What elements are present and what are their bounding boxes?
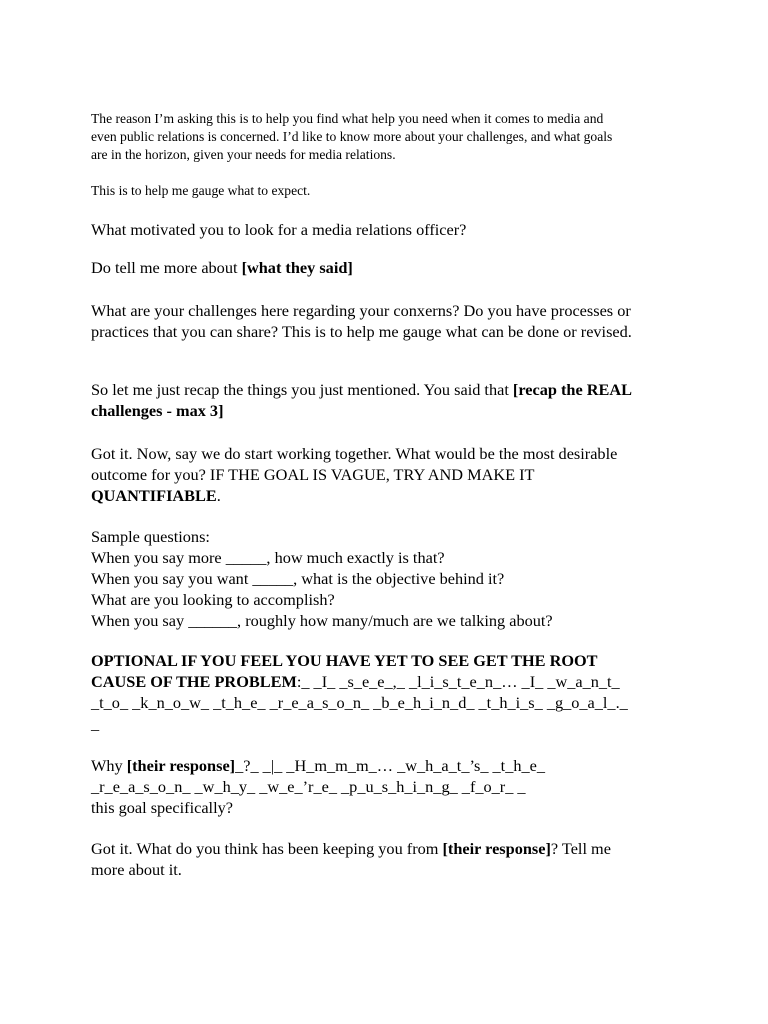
intro-line-2: even public relations is concerned. I’d like to know more about your challenges, and what goals bbox=[91, 129, 613, 144]
motivation-question: What motivated you to look for a media relations officer? bbox=[91, 220, 467, 239]
outcome-line-1: Got it. Now, say we do start working together. What would be the most desirable bbox=[91, 444, 618, 463]
sample-question-4: When you say ______, roughly how many/much are we talking about? bbox=[91, 611, 553, 630]
why-paragraph bbox=[91, 755, 691, 818]
recap-line-1 bbox=[91, 379, 691, 400]
optional-spelled-text: :_ _I_ _s_e_e_,_ _l_i_s_t_e_n_… _I_ _w_a_n_t_ bbox=[296, 672, 620, 691]
sample-question-3: What are you looking to accomplish? bbox=[91, 590, 335, 609]
optional-line-3: _t_o_ _k_n_o_w_ _t_h_e_ _r_e_a_s_o_n_ _b_e_h_i_n_d_ _t_h_i_s_ _g_o_a_l_._ bbox=[91, 693, 628, 712]
recap-text: So let me just recap the things you just mentioned. You said that bbox=[91, 380, 513, 399]
recap-line-2 bbox=[91, 400, 691, 421]
challenges-line-1: What are your challenges here regarding your conxerns? Do you have processes or bbox=[91, 301, 631, 320]
why-line-1 bbox=[91, 755, 691, 776]
optional-line-4: _ bbox=[91, 714, 100, 733]
optional-paragraph bbox=[91, 650, 691, 734]
outcome-line-2: outcome for you? IF THE GOAL IS VAGUE, TRY AND MAKE IT bbox=[91, 465, 535, 484]
why-text: Why bbox=[91, 756, 127, 775]
keeping-paragraph bbox=[91, 838, 691, 880]
why-placeholder: [their response] bbox=[126, 756, 236, 775]
sample-question-1: When you say more _____, how much exactly is that? bbox=[91, 548, 445, 567]
outcome-line-3 bbox=[91, 485, 691, 506]
outcome-paragraph bbox=[91, 443, 691, 506]
optional-line-2 bbox=[91, 671, 691, 692]
intro-line-1: The reason I’m asking this is to help you find what help you need when it comes to media and bbox=[91, 111, 604, 126]
keeping-line-2: more about it. bbox=[91, 860, 182, 879]
keeping-tail: ? Tell me bbox=[550, 839, 611, 858]
tell-more-question bbox=[91, 257, 691, 278]
recap-paragraph bbox=[91, 379, 691, 421]
recap-placeholder-start: [recap the REAL bbox=[512, 380, 633, 399]
quantifiable-word: QUANTIFIABLE bbox=[91, 486, 217, 505]
why-spelled-text: _?_ _|_ _H_m_m_m_… _w_h_a_t_’s_ _t_h_e_ bbox=[235, 756, 545, 775]
recap-placeholder-end: challenges - max 3] bbox=[91, 401, 224, 420]
challenges-question bbox=[91, 300, 691, 342]
tell-more-text: Do tell me more about bbox=[91, 258, 242, 277]
challenges-line-2: practices that you can share? This is to help me gauge what can be done or revised. bbox=[91, 322, 632, 341]
sample-questions bbox=[91, 526, 691, 631]
why-line-2: _r_e_a_s_o_n_ _w_h_y_ _w_e_’r_e_ _p_u_s_h_i_n_g_ _f_o_r_ _ bbox=[91, 777, 526, 796]
optional-heading-start: OPTIONAL IF YOU FEEL YOU HAVE YET TO SEE GET THE ROOT bbox=[91, 651, 598, 670]
intro-paragraph bbox=[91, 110, 691, 164]
keeping-line-1 bbox=[91, 838, 691, 859]
intro-line-3: are in the horizon, given your needs for media relations. bbox=[91, 147, 396, 162]
optional-line-1 bbox=[91, 650, 691, 671]
keeping-placeholder: [their response] bbox=[442, 839, 551, 858]
sample-question-2: When you say you want _____, what is the objective behind it? bbox=[91, 569, 505, 588]
outcome-period: . bbox=[216, 486, 221, 505]
optional-heading-end: CAUSE OF THE PROBLEM bbox=[91, 672, 297, 691]
tell-more-placeholder: [what they said] bbox=[241, 258, 353, 277]
gauge-paragraph: This is to help me gauge what to expect. bbox=[91, 183, 311, 198]
why-line-3: this goal specifically? bbox=[91, 798, 233, 817]
sample-questions-heading: Sample questions: bbox=[91, 527, 210, 546]
keeping-text: Got it. What do you think has been keeping you from bbox=[91, 839, 443, 858]
